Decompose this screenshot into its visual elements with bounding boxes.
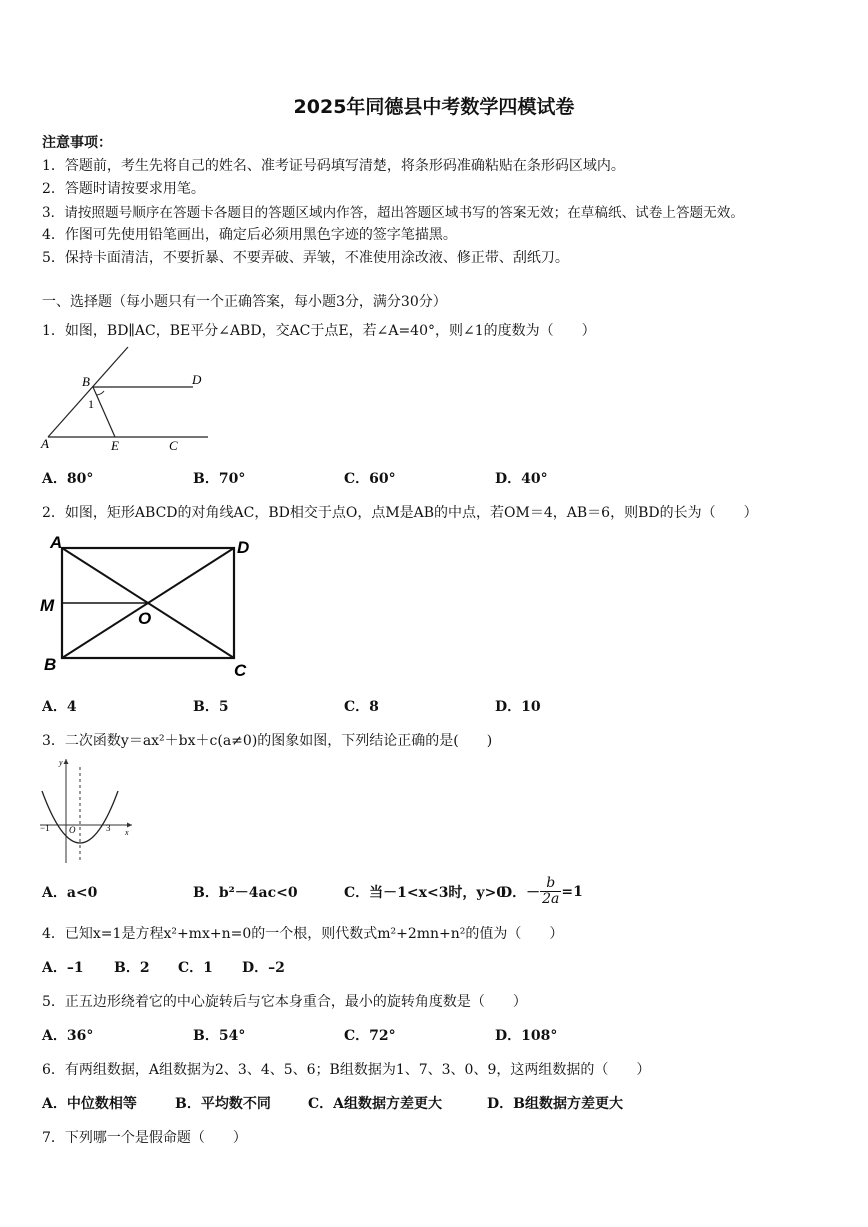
option-c: C．A组数据方差更大 (308, 1096, 443, 1112)
option-a: A．80° (42, 471, 94, 487)
label-b: B (82, 374, 90, 389)
option-a: A．36° (42, 1028, 94, 1044)
x-axis-arrow (127, 823, 132, 828)
notice-item: 3．请按照题号顺序在答题卡各题目的答题区域内作答，超出答题区域书写的答案无效；在草稿纸、试卷上答题无效。 (42, 205, 744, 221)
option-c: C．8 (344, 699, 379, 715)
label-c: C (234, 661, 247, 680)
label-a: A (50, 533, 63, 552)
option-d-suffix: =1 (561, 883, 583, 900)
question-1-stem: 1．如图，BD∥AC，BE平分∠ABD，交AC于点E，若∠A=40°，则∠1的度数为（ ） (42, 323, 596, 339)
label-y: y (59, 758, 63, 767)
label-angle-1: 1 (88, 397, 94, 411)
option-b: B．平均数不同 (175, 1096, 271, 1112)
notice-item: 4．作图可先使用铅笔画出，确定后必须用黑色字迹的签字笔描黑。 (42, 227, 457, 243)
option-d-prefix: D．－ (500, 884, 541, 901)
option-d: D．–2 (242, 960, 285, 976)
label-e: E (111, 438, 119, 453)
option-c: C．当－1<x<3时，y>0 (344, 885, 507, 901)
label-b: B (44, 655, 57, 674)
label-origin: O (69, 825, 76, 835)
question-2-figure (36, 530, 256, 685)
option-c: C．60° (344, 471, 396, 487)
question-3-figure (36, 755, 136, 867)
option-b: B．5 (193, 699, 229, 715)
notice-item: 5．保持卡面清洁，不要折暴、不要弄破、弄皱，不准使用涂改液、修正带、刮纸刀。 (42, 250, 569, 266)
label-m: M (40, 596, 55, 615)
option-d: D．B组数据方差更大 (487, 1096, 623, 1112)
option-c: C．1 (178, 960, 213, 976)
section-heading: 一、选择题（每小题只有一个正确答案，每小题3分，满分30分） (42, 294, 447, 310)
question-3-stem: 3．二次函数y＝ax²＋bx＋c(a≠0)的图象如图，下列结论正确的是( ) (42, 733, 493, 749)
line-ab (48, 347, 128, 437)
option-a: A．a<0 (42, 885, 98, 901)
option-b: B．2 (114, 960, 150, 976)
label-d: D (192, 372, 202, 387)
option-b: B．54° (193, 1028, 246, 1044)
option-a: A．–1 (42, 960, 84, 976)
fraction-denominator: 2a (542, 891, 560, 908)
option-d-fraction (540, 876, 561, 908)
label-minus-one: −1 (40, 823, 50, 833)
notice-item: 2．答题时请按要求用笔。 (42, 181, 205, 197)
option-d: D．10 (495, 699, 541, 715)
option-b: B．70° (193, 471, 246, 487)
y-axis-arrow (64, 759, 69, 764)
label-d: D (237, 538, 250, 557)
notice-heading: 注意事项： (42, 135, 112, 151)
label-x: x (125, 828, 129, 837)
notice-item: 1．答题前，考生先将自己的姓名、准考证号码填写清楚，将条形码准确粘贴在条形码区域内。 (42, 158, 625, 174)
option-c: C．72° (344, 1028, 396, 1044)
angle-arc (97, 391, 104, 395)
option-d (500, 876, 583, 908)
question-1-figure (38, 345, 213, 455)
question-7-stem: 7．下列哪一个是假命题（ ） (42, 1130, 247, 1146)
label-c: C (169, 438, 178, 453)
option-a: A．中位数相等 (42, 1096, 137, 1112)
option-d: D．108° (495, 1028, 558, 1044)
option-b: B．b²－4ac<0 (193, 885, 298, 901)
question-6-stem: 6．有两组数据，A组数据为2、3、4、5、6；B组数据为1、7、3、0、9，这两组数据的（ ） (42, 1062, 651, 1078)
option-a: A．4 (42, 699, 77, 715)
question-5-stem: 5．正五边形绕着它的中心旋转后与它本身重合，最小的旋转角度数是（ ） (42, 994, 527, 1010)
line-be (93, 387, 115, 437)
fraction-numerator: b (540, 876, 561, 892)
exam-title: 2025年同德县中考数学四模试卷 (293, 96, 575, 118)
label-three: 3 (106, 823, 111, 833)
question-4-stem: 4．已知x=1是方程x²+mx+n=0的一个根，则代数式m²+2mn+n²的值为（ ） (42, 926, 564, 942)
option-d: D．40° (495, 471, 548, 487)
label-a: A (41, 436, 49, 451)
label-o: O (138, 609, 152, 628)
question-2-stem: 2．如图，矩形ABCD的对角线AC，BD相交于点O，点M是AB的中点，若OM＝4，AB＝6，则BD的长为（ ） (42, 505, 758, 521)
